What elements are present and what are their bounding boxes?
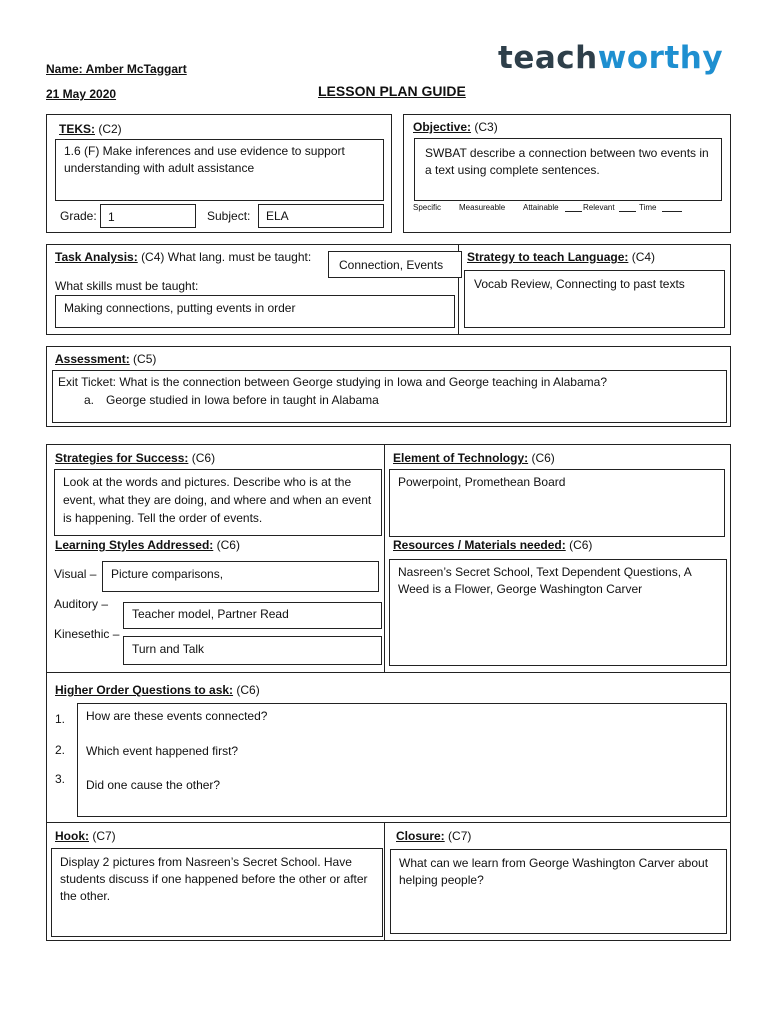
strategies-heading bbox=[55, 450, 215, 467]
question-3-text: Did one cause the other? bbox=[86, 778, 221, 792]
technology-code: (C6) bbox=[531, 451, 555, 465]
lower-hr-1 bbox=[46, 672, 731, 673]
question-1-text: How are these events connected? bbox=[86, 709, 268, 723]
strategy-language-value: Vocab Review, Connecting to past texts bbox=[474, 277, 685, 291]
hook-heading bbox=[55, 828, 116, 845]
higher-order-code: (C6) bbox=[236, 683, 260, 697]
criterion-measureable: Measureable bbox=[459, 203, 506, 212]
technology-heading bbox=[393, 450, 555, 467]
learning-styles-label: Learning Styles Addressed: bbox=[55, 538, 214, 552]
grade-label: Grade: bbox=[60, 209, 97, 223]
question-1-number: 1. bbox=[55, 712, 66, 726]
auditory-label: Auditory – bbox=[54, 597, 109, 611]
criterion-specific: Specific bbox=[413, 203, 442, 212]
visual-label: Visual – bbox=[54, 567, 97, 581]
strategy-language-code: (C4) bbox=[631, 250, 656, 264]
resources-label: Resources / Materials needed: bbox=[393, 538, 566, 552]
auditory-value: Teacher model, Partner Read bbox=[132, 607, 289, 621]
teacher-name: Name: Amber McTaggart bbox=[46, 62, 187, 76]
technology-value: Powerpoint, Promethean Board bbox=[398, 475, 566, 489]
criterion-relevant: Relevant bbox=[583, 203, 615, 212]
logo-part-teach: teach bbox=[498, 40, 598, 76]
closure-label: Closure: bbox=[396, 829, 445, 843]
task-analysis-code: (C4) bbox=[141, 250, 165, 264]
closure-code: (C7) bbox=[448, 829, 472, 843]
hook-text: Display 2 pictures from Nasreen’s Secret School. Have students discuss if one happened before the other or after the other. bbox=[60, 855, 368, 903]
teachworthy-logo bbox=[498, 40, 723, 76]
strategies-code: (C6) bbox=[191, 451, 216, 465]
grade-value: 1 bbox=[108, 210, 115, 224]
strategy-language-label: Strategy to teach Language: bbox=[467, 250, 629, 264]
criterion-attainable: Attainable bbox=[523, 203, 559, 212]
strategies-text: Look at the words and pictures. Describe who is at the event, what they are doing, and where and when an event is happening. Tell the order of events. bbox=[63, 475, 372, 525]
question-2-text: Which event happened first? bbox=[86, 744, 239, 758]
assessment-answer: George studied in Iowa before in taught in Alabama bbox=[106, 393, 379, 407]
lower-bottom-divider bbox=[384, 822, 385, 941]
skills-question: What skills must be taught: bbox=[55, 279, 199, 293]
criterion-blank-1 bbox=[565, 211, 582, 212]
logo-part-worthy: worthy bbox=[597, 40, 724, 76]
skills-value: Making connections, putting events in order bbox=[64, 301, 296, 315]
page-title: LESSON PLAN GUIDE bbox=[318, 83, 466, 99]
higher-order-label: Higher Order Questions to ask: bbox=[55, 683, 234, 697]
kinesthetic-value: Turn and Talk bbox=[132, 642, 205, 656]
strategy-language-heading bbox=[467, 249, 655, 266]
lower-hr-2 bbox=[46, 822, 731, 823]
question-2-number: 2. bbox=[55, 743, 66, 757]
assessment-answer-marker: a. bbox=[84, 393, 95, 407]
objective-text: SWBAT describe a connection between two events in a text using complete sentences. bbox=[425, 146, 709, 177]
visual-value: Picture comparisons, bbox=[111, 567, 224, 581]
lang-question: What lang. must be taught: bbox=[167, 250, 312, 264]
resources-heading bbox=[393, 537, 592, 554]
teks-heading bbox=[59, 121, 122, 138]
subject-value: ELA bbox=[266, 209, 289, 223]
lesson-date: 21 May 2020 bbox=[46, 87, 117, 101]
criterion-blank-3 bbox=[662, 211, 682, 212]
lower-top-divider bbox=[384, 444, 385, 672]
objective-label: Objective: bbox=[413, 120, 472, 134]
teks-text: 1.6 (F) Make inferences and use evidence to support understanding with adult assistance bbox=[64, 144, 345, 175]
closure-text: What can we learn from George Washington Carver about helping people? bbox=[399, 856, 709, 887]
objective-heading bbox=[413, 119, 498, 136]
hook-label: Hook: bbox=[55, 829, 89, 843]
learning-styles-heading bbox=[55, 537, 240, 554]
learning-styles-code: (C6) bbox=[216, 538, 240, 552]
strategies-label: Strategies for Success: bbox=[55, 451, 189, 465]
task-analysis-heading bbox=[55, 249, 311, 266]
assessment-heading bbox=[55, 351, 156, 368]
resources-code: (C6) bbox=[569, 538, 593, 552]
teks-label: TEKS: bbox=[59, 122, 95, 136]
assessment-question: Exit Ticket: What is the connection between George studying in Iowa and George teaching in Alabama? bbox=[58, 375, 607, 389]
technology-label: Element of Technology: bbox=[393, 451, 529, 465]
higher-order-heading bbox=[55, 682, 260, 699]
assessment-code: (C5) bbox=[133, 352, 157, 366]
teks-code: (C2) bbox=[98, 122, 122, 136]
hook-code: (C7) bbox=[92, 829, 116, 843]
question-3-number: 3. bbox=[55, 772, 66, 786]
closure-heading bbox=[396, 828, 471, 845]
objective-code: (C3) bbox=[474, 120, 498, 134]
criterion-blank-2 bbox=[619, 211, 636, 212]
assessment-label: Assessment: bbox=[55, 352, 130, 366]
kinesthetic-label: Kinesethic – bbox=[54, 627, 120, 641]
lang-value: Connection, Events bbox=[339, 258, 444, 272]
criterion-time: Time bbox=[639, 203, 657, 212]
subject-label: Subject: bbox=[207, 209, 251, 223]
task-analysis-label: Task Analysis: bbox=[55, 250, 138, 264]
resources-value: Nasreen’s Secret School, Text Dependent Questions, A Weed is a Flower, George Washington Carver bbox=[398, 565, 692, 596]
